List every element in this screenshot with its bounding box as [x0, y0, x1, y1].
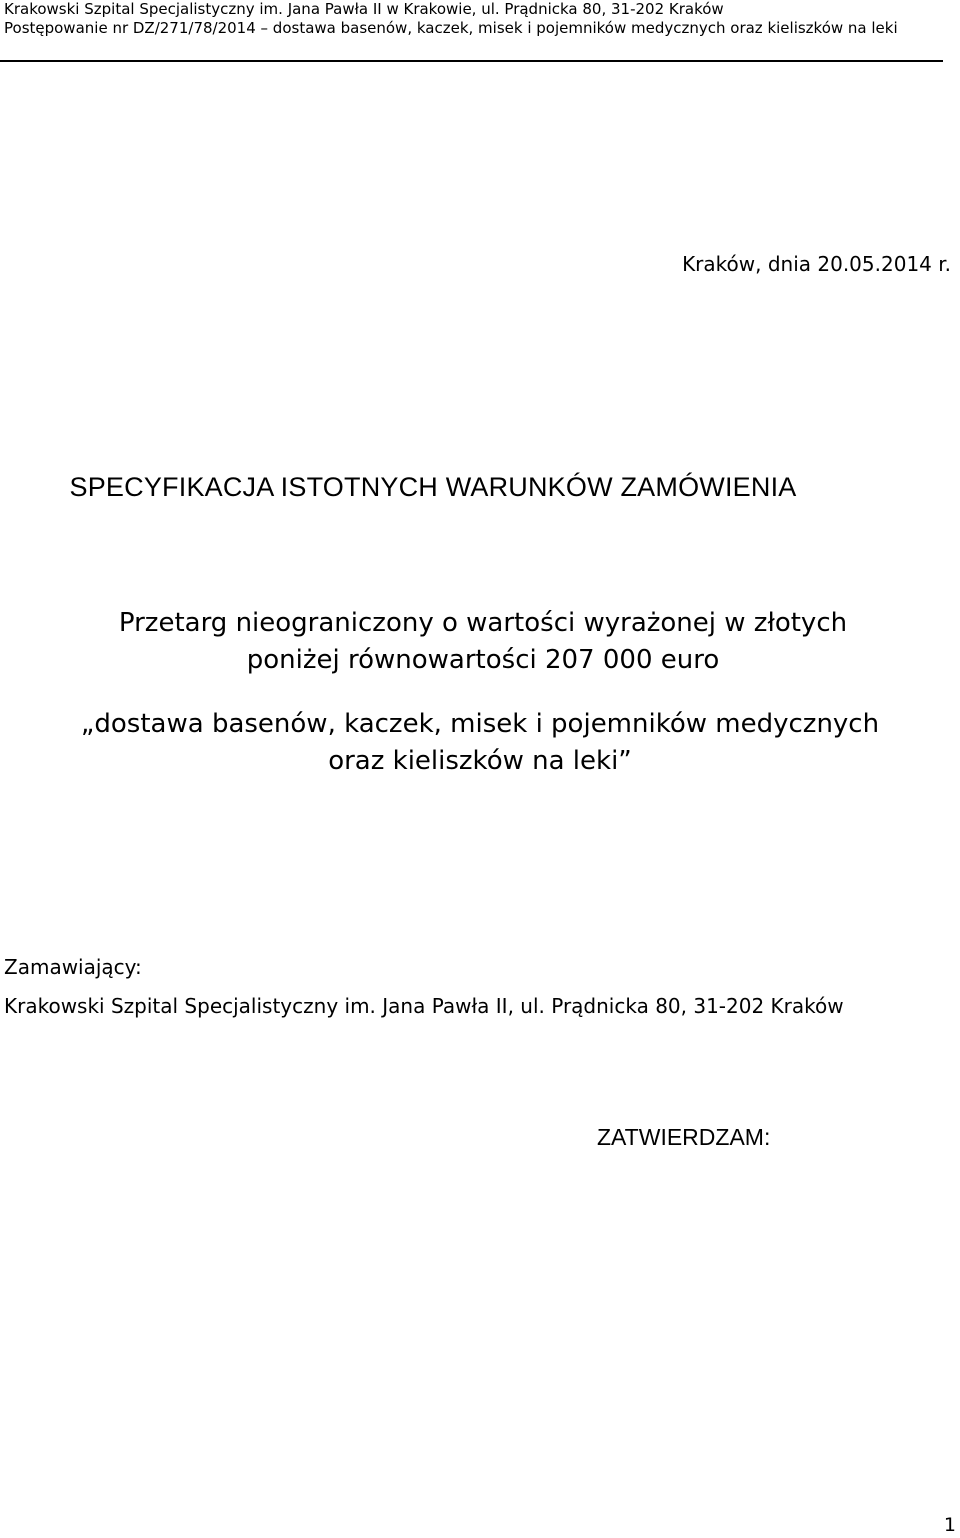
header-divider — [0, 60, 943, 62]
buyer-label: Zamawiający: — [4, 955, 142, 979]
document-date: Kraków, dnia 20.05.2014 r. — [682, 252, 951, 276]
page-header — [4, 0, 944, 38]
order-subject — [0, 706, 960, 780]
subject-line-2: oraz kieliszków na leki” — [328, 746, 632, 776]
header-hospital-line: Krakowski Szpital Specjalistyczny im. Jana Pawła II w Krakowie, ul. Prądnicka 80, 31-202 Kraków — [4, 0, 724, 18]
buyer-name: Krakowski Szpital Specjalistyczny im. Jana Pawła II, ul. Prądnicka 80, 31-202 Kraków — [4, 994, 844, 1018]
procedure-type — [0, 605, 960, 679]
subject-line-1: „dostawa basenów, kaczek, misek i pojemników medycznych — [80, 709, 880, 739]
header-procedure-line: Postępowanie nr DZ/271/78/2014 – dostawa basenów, kaczek, misek i pojemników medycznych oraz kieliszków na leki — [4, 19, 898, 37]
approval-label: ZATWIERDZAM: — [597, 1124, 771, 1150]
document-title: SPECYFIKACJA ISTOTNYCH WARUNKÓW ZAMÓWIENIA — [69, 472, 797, 502]
procedure-line-2: poniżej równowartości 207 000 euro — [246, 645, 720, 675]
page-number: 1 — [943, 1514, 956, 1536]
procedure-line-1: Przetarg nieograniczony o wartości wyrażonej w złotych — [118, 608, 848, 638]
